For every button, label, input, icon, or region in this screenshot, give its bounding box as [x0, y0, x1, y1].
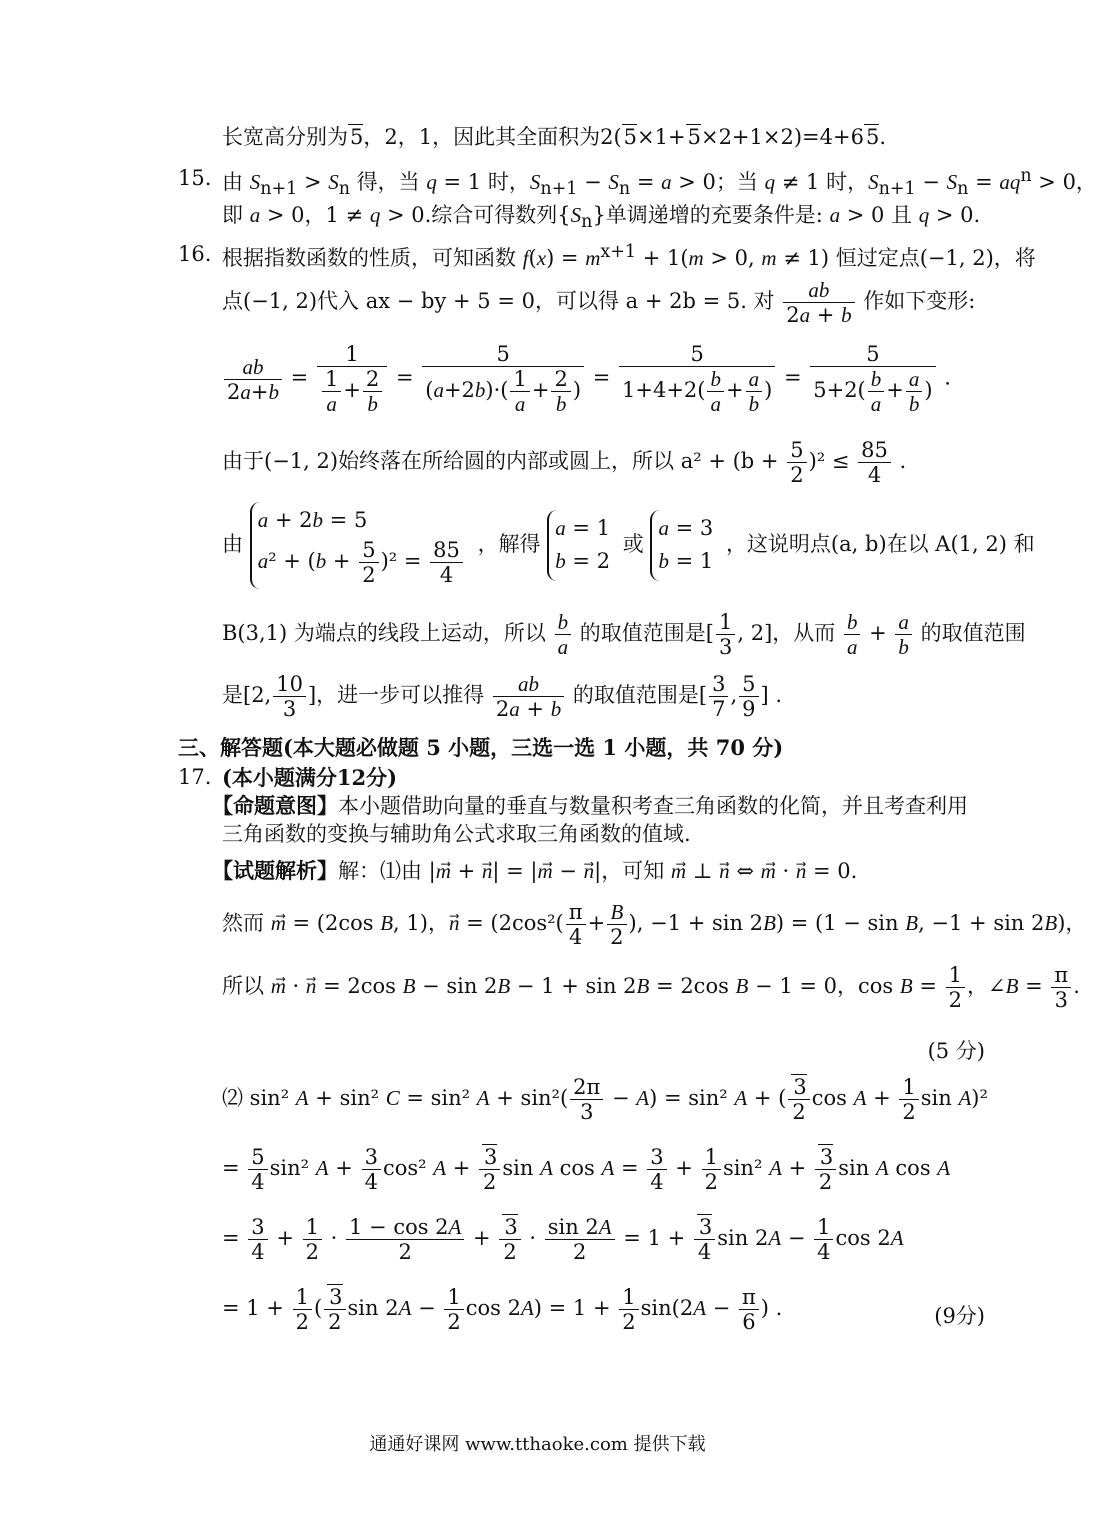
problem-17-intent-line-2: 三角函数的变换与辅助角公式求取三角函数的值域. — [222, 822, 691, 846]
problem-15-line-1: 由 $S_{n+1} > S_n$ 得，当 q = 1 时，$S_{n+1} - S_n = a > 0$；当 q ≠ 1 时，$S_{n+1} - S_n = aq^n > 0$， — [222, 166, 1097, 200]
problem-16-line-2: 点(−1, 2)代入 ax − by + 5 = 0，可以得 a + 2b = 5. 对 $\frac{ab}{2a + b}$ 作如下变形: — [222, 278, 976, 328]
problem-17-part2-line-2: = $\frac{5}{4}$ sin² A + $\frac{3}{4}$ cos² A + $\frac{3}{2}$ sin A cos A = $\frac{3}{4}$ + $\frac{1}{2}$ sin² A + $\frac{3}{2}$ sin A cos A — [222, 1145, 951, 1195]
problem-16-line-7: 是[2, $\frac{10}{3}$ ]，进一步可以推得 $\frac{ab}{2a + b}$ 的取值范围是[ $\frac{3}{7}$ , $\frac{5}{9}$ ] . — [222, 672, 783, 722]
problem-17-part2-line-1: ⑵ sin² A + sin² C = sin² A + sin²( $\frac{2\pi}{3}$ − A) = sin² A + ( $\frac{3}{2}$ cos A + $\frac{1}{2}$ sin A)² — [222, 1075, 988, 1125]
problem-16-number: 16. — [178, 242, 212, 266]
p14-tail-line: 长宽高分别为5，2，1，因此其全面积为2(5×1+5×2+1×2)=4+65. — [222, 125, 887, 149]
problem-16-transform: $\frac{ab}{2a+b}$ = 1 $\frac{1}{a}$ + $\frac{2}{b}$ = 5 (a+2b)·( $\frac{1}{a}$ + $\frac{2}{b}$ ) = 5 1+4+2( $\frac{b}{a}$ + $\frac{a}{b}$ ) = 5 5+2( $\frac{b}{a}$ + $\frac{a}{b}$ ) . — [222, 342, 951, 416]
problem-17-analysis-line-1: 【试题解析】解：⑴由 |m⃗ + n⃗| = |m⃗ − n⃗|，可知 m⃗ ⊥ n⃗ ⇔ m⃗ · n⃗ = 0. — [212, 858, 858, 883]
problem-17-analysis-line-2: 然而 m⃗ = (2cos B, 1)，n⃗ = (2cos²( $\frac{\pi}{4}$ + $\frac{B}{2}$ ), −1 + sin 2B) = (1 − sin B, −1 + sin 2B)， — [222, 900, 1087, 950]
problem-17-part2-line-3: = $\frac{3}{4}$ + $\frac{1}{2}$ · $\frac{1 - \cos 2A}{2}$ + $\frac{3}{2}$ · $\frac{\sin 2A}{2}$ = 1 + $\frac{3}{4}$ sin 2A − $\frac{1}{4}$ cos 2A — [222, 1215, 904, 1265]
problem-17-header: (本小题满分12分) — [222, 765, 398, 790]
problem-17-analysis-line-3: 所以 m⃗ · n⃗ = 2cos B − sin 2B − 1 + sin 2B = 2cos B − 1 = 0，cos B = $\frac{1}{2}$ ，∠B = $\frac{\pi}{3}$ . — [222, 963, 1080, 1013]
problem-16-line-1: 根据指数函数的性质，可知函数 $f(x) = m^{x+1} + 1(m > 0$, m ≠ 1) 恒过定点(−1, 2)，将 — [222, 242, 1036, 270]
problem-17-number: 17. — [178, 765, 212, 789]
problem-16-line-6: B(3,1) 为端点的线段上运动，所以 $\frac{b}{a}$ 的取值范围是[ $\frac{1}{3}$ , 2]，从而 $\frac{b}{a}$ + $\frac{a}{b}$ 的取值范围 — [222, 610, 1026, 660]
problem-17-part2-line-4: = 1 + $\frac{1}{2}$ ( $\frac{3}{2}$ sin 2A − $\frac{1}{2}$ cos 2A) = 1 + $\frac{1}{2}$ sin(2A − $\frac{\pi}{6}$ ) . — [222, 1285, 783, 1335]
problem-16-line-4: 由于(−1, 2)始终落在所给圆的内部或圆上，所以 a² + (b + $\frac{5}{2}$ )² ≤ $\frac{85}{4}$ . — [222, 438, 907, 488]
score-9: (9分) — [934, 1304, 985, 1328]
problem-15-line-2: 即 a > 0，1 ≠ q > 0.综合可得数列$\{S_n\}$单调递增的充要条件是: a > 0 且 q > 0. — [222, 203, 981, 233]
score-5: (5 分) — [927, 1039, 985, 1063]
problem-16-line-5: 由 a + 2b = 5 a² + (b + $\frac{5}{2}$ )² = $\frac{85}{4}$ ，解得 a = 1 b = 2 或 a = 3 b = 1 ，这说明点(a, b)在以 A(1, 2) 和 — [222, 502, 1035, 589]
problem-15-number: 15. — [178, 166, 212, 190]
footer-source: 通通好课网 www.tthaoke.com 提供下载 — [369, 1434, 706, 1455]
section-3-heading: 三、解答题(本大题必做题 5 小题，三选一选 1 小题，共 70 分) — [178, 735, 784, 760]
problem-17-intent-line-1: 【命题意图】本小题借助向量的垂直与数量积考查三角函数的化简，并且考查利用 — [212, 793, 968, 818]
